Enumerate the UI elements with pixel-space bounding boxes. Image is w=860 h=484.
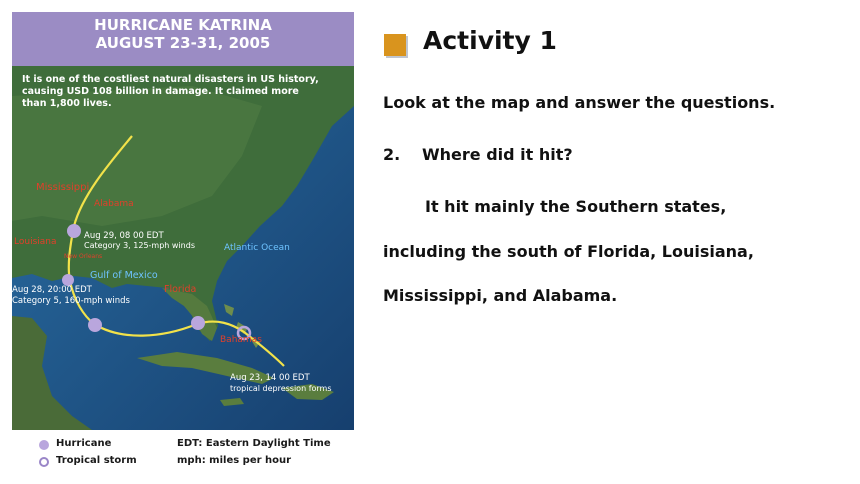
- legend-hurricane-label: Hurricane: [56, 438, 112, 449]
- label-new-orleans: New Orleans: [64, 253, 103, 260]
- answer-line-3: Mississippi, and Alabama.: [383, 286, 618, 305]
- map-description-line1: It is one of the costliest natural disasters in US history,: [22, 74, 319, 85]
- map-description-line3: than 1,800 lives.: [22, 98, 112, 109]
- map-title-line1: HURRICANE KATRINA: [94, 16, 272, 34]
- label-atlantic-ocean: Atlantic Ocean: [224, 243, 290, 253]
- map-title-line2: AUGUST 23-31, 2005: [95, 34, 271, 52]
- annotation-aug28-detail: Category 5, 160-mph winds: [12, 296, 130, 306]
- annotation-aug23-detail: tropical depression forms: [230, 384, 332, 393]
- answer-line-1: It hit mainly the Southern states,: [425, 197, 727, 216]
- map-legend: [12, 430, 354, 482]
- tropical-storm-icon: [39, 457, 49, 467]
- label-louisiana: Louisiana: [14, 237, 57, 247]
- map-image: [12, 66, 354, 430]
- square-bullet-icon: [384, 34, 406, 56]
- instruction-text: Look at the map and answer the questions.: [383, 93, 776, 112]
- hurricane-icon: [39, 440, 49, 450]
- hurricane-icon: [67, 224, 81, 238]
- legend-mph-label: mph: miles per hour: [177, 455, 292, 466]
- legend-tropical-storm-label: Tropical storm: [56, 455, 137, 466]
- question-text: Where did it hit?: [422, 145, 573, 164]
- hurricane-map: [12, 12, 354, 482]
- question-number: 2.: [383, 145, 401, 164]
- activity-title: Activity 1: [423, 26, 557, 55]
- label-florida: Florida: [164, 284, 197, 295]
- legend-edt-label: EDT: Eastern Daylight Time: [177, 438, 331, 449]
- annotation-aug29-time: Aug 29, 08 00 EDT: [84, 231, 164, 241]
- annotation-aug28-time: Aug 28, 20:00 EDT: [12, 285, 92, 295]
- hurricane-icon: [88, 318, 102, 332]
- map-description-line2: causing USD 108 billion in damage. It claimed more: [22, 86, 299, 97]
- label-mississippi: Mississippi: [36, 182, 90, 193]
- answer-line-2: including the south of Florida, Louisiana,: [383, 242, 754, 261]
- annotation-aug23-time: Aug 23, 14 00 EDT: [230, 373, 310, 383]
- map-title: [12, 16, 354, 52]
- hurricane-icon: [191, 316, 205, 330]
- label-bahamas: Bahamas: [220, 335, 262, 345]
- label-alabama: Alabama: [94, 199, 134, 209]
- label-gulf-of-mexico: Gulf of Mexico: [90, 270, 158, 281]
- annotation-aug29-detail: Category 3, 125-mph winds: [84, 241, 195, 250]
